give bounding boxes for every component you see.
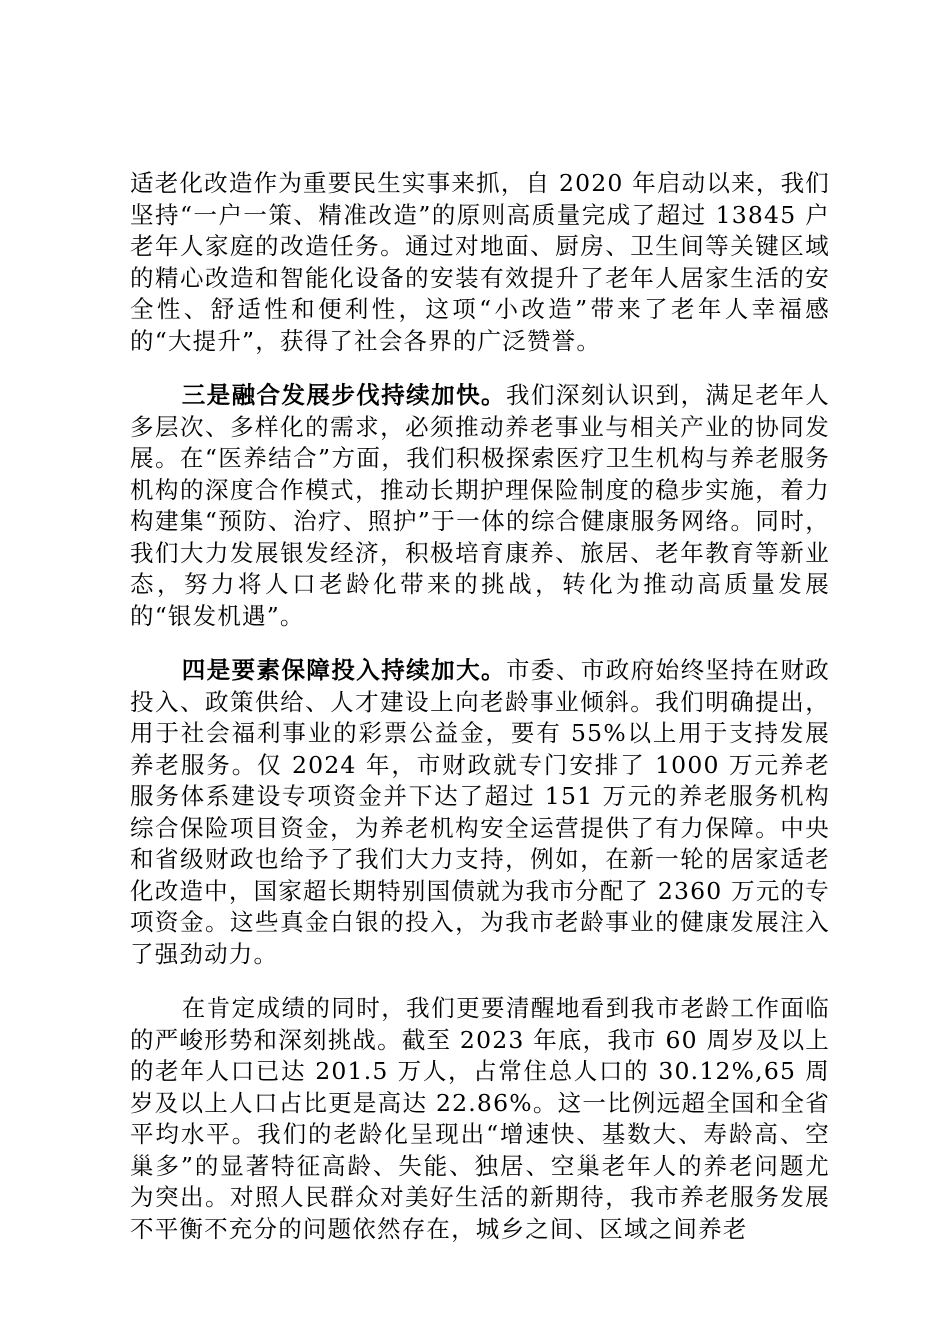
paragraph-text: 适老化改造作为重要民生实事来抓，自 2020 年启动以来，我们坚持“一户一策、精准改造”的原则高质量完成了超过 13845 户老年人家庭的改造任务。通过对地面、厨房、卫生间等关键区域的精心改造和智能化设备的安装有效提升了老年人居家生活的安全性、舒适性和便利性，这项“小改造”带来了老年人幸福感的“大提升”，获得了社会各界的广泛赞誉。	[130, 169, 830, 355]
paragraph-lead: 四是要素保障投入持续加大。	[181, 656, 506, 684]
paragraph-text: 在肯定成绩的同时，我们更要清醒地看到我市老龄工作面临的严峻形势和深刻挑战。截至 2023 年底，我市 60 周岁及以上的老年人口已达 201.5 万人，占常住总人口的 30.12%,65 周岁及以上人口占比更是高达 22.86%。这一比例远超全国和全省平均水平。我们的老龄化呈现出“增速快、基数大、寿龄高、空巢多”的显著特征高龄、失能、独居、空巢老年人的养老问题尤为突出。对照人民群众对美好生活的新期待，我市养老服务发展不平衡不充分的问题依然存在，城乡之间、区域之间养老	[130, 994, 830, 1243]
paragraph-challenges	[130, 993, 830, 1245]
paragraph-integrated-development	[130, 380, 830, 632]
paragraph-resource-guarantee	[130, 655, 830, 970]
document-body	[130, 168, 830, 1268]
paragraph-text: 我们深刻认识到，满足老年人多层次、多样化的需求，必须推动养老事业与相关产业的协同发展。在“医养结合”方面，我们积极探索医疗卫生机构与养老服务机构的深度合作模式，推动长期护理保险制度的稳步实施，着力构建集“预防、治疗、照护”于一体的综合健康服务网络。同时，我们大力发展银发经济，积极培育康养、旅居、老年教育等新业态，努力将人口老龄化带来的挑战，转化为推动高质量发展的“银发机遇”。	[130, 381, 830, 630]
paragraph-lead: 三是融合发展步伐持续加快。	[181, 381, 506, 409]
paragraph-text: 市委、市政府始终坚持在财政投入、政策供给、人才建设上向老龄事业倾斜。我们明确提出，用于社会福利事业的彩票公益金，要有 55%以上用于支持发展养老服务。仅 2024 年，市财政就专门安排了 1000 万元养老服务体系建设专项资金并下达了超过 151 万元的养老服务机构综合保险项目资金，为养老机构安全运营提供了有力保障。中央和省级财政也给予了我们大力支持，例如，在新一轮的居家适老化改造中，国家超长期特别国债就为我市分配了 2360 万元的专项资金。这些真金白银的投入，为我市老龄事业的健康发展注入了强劲动力。	[130, 656, 830, 968]
paragraph-aging-renovation	[130, 168, 830, 357]
